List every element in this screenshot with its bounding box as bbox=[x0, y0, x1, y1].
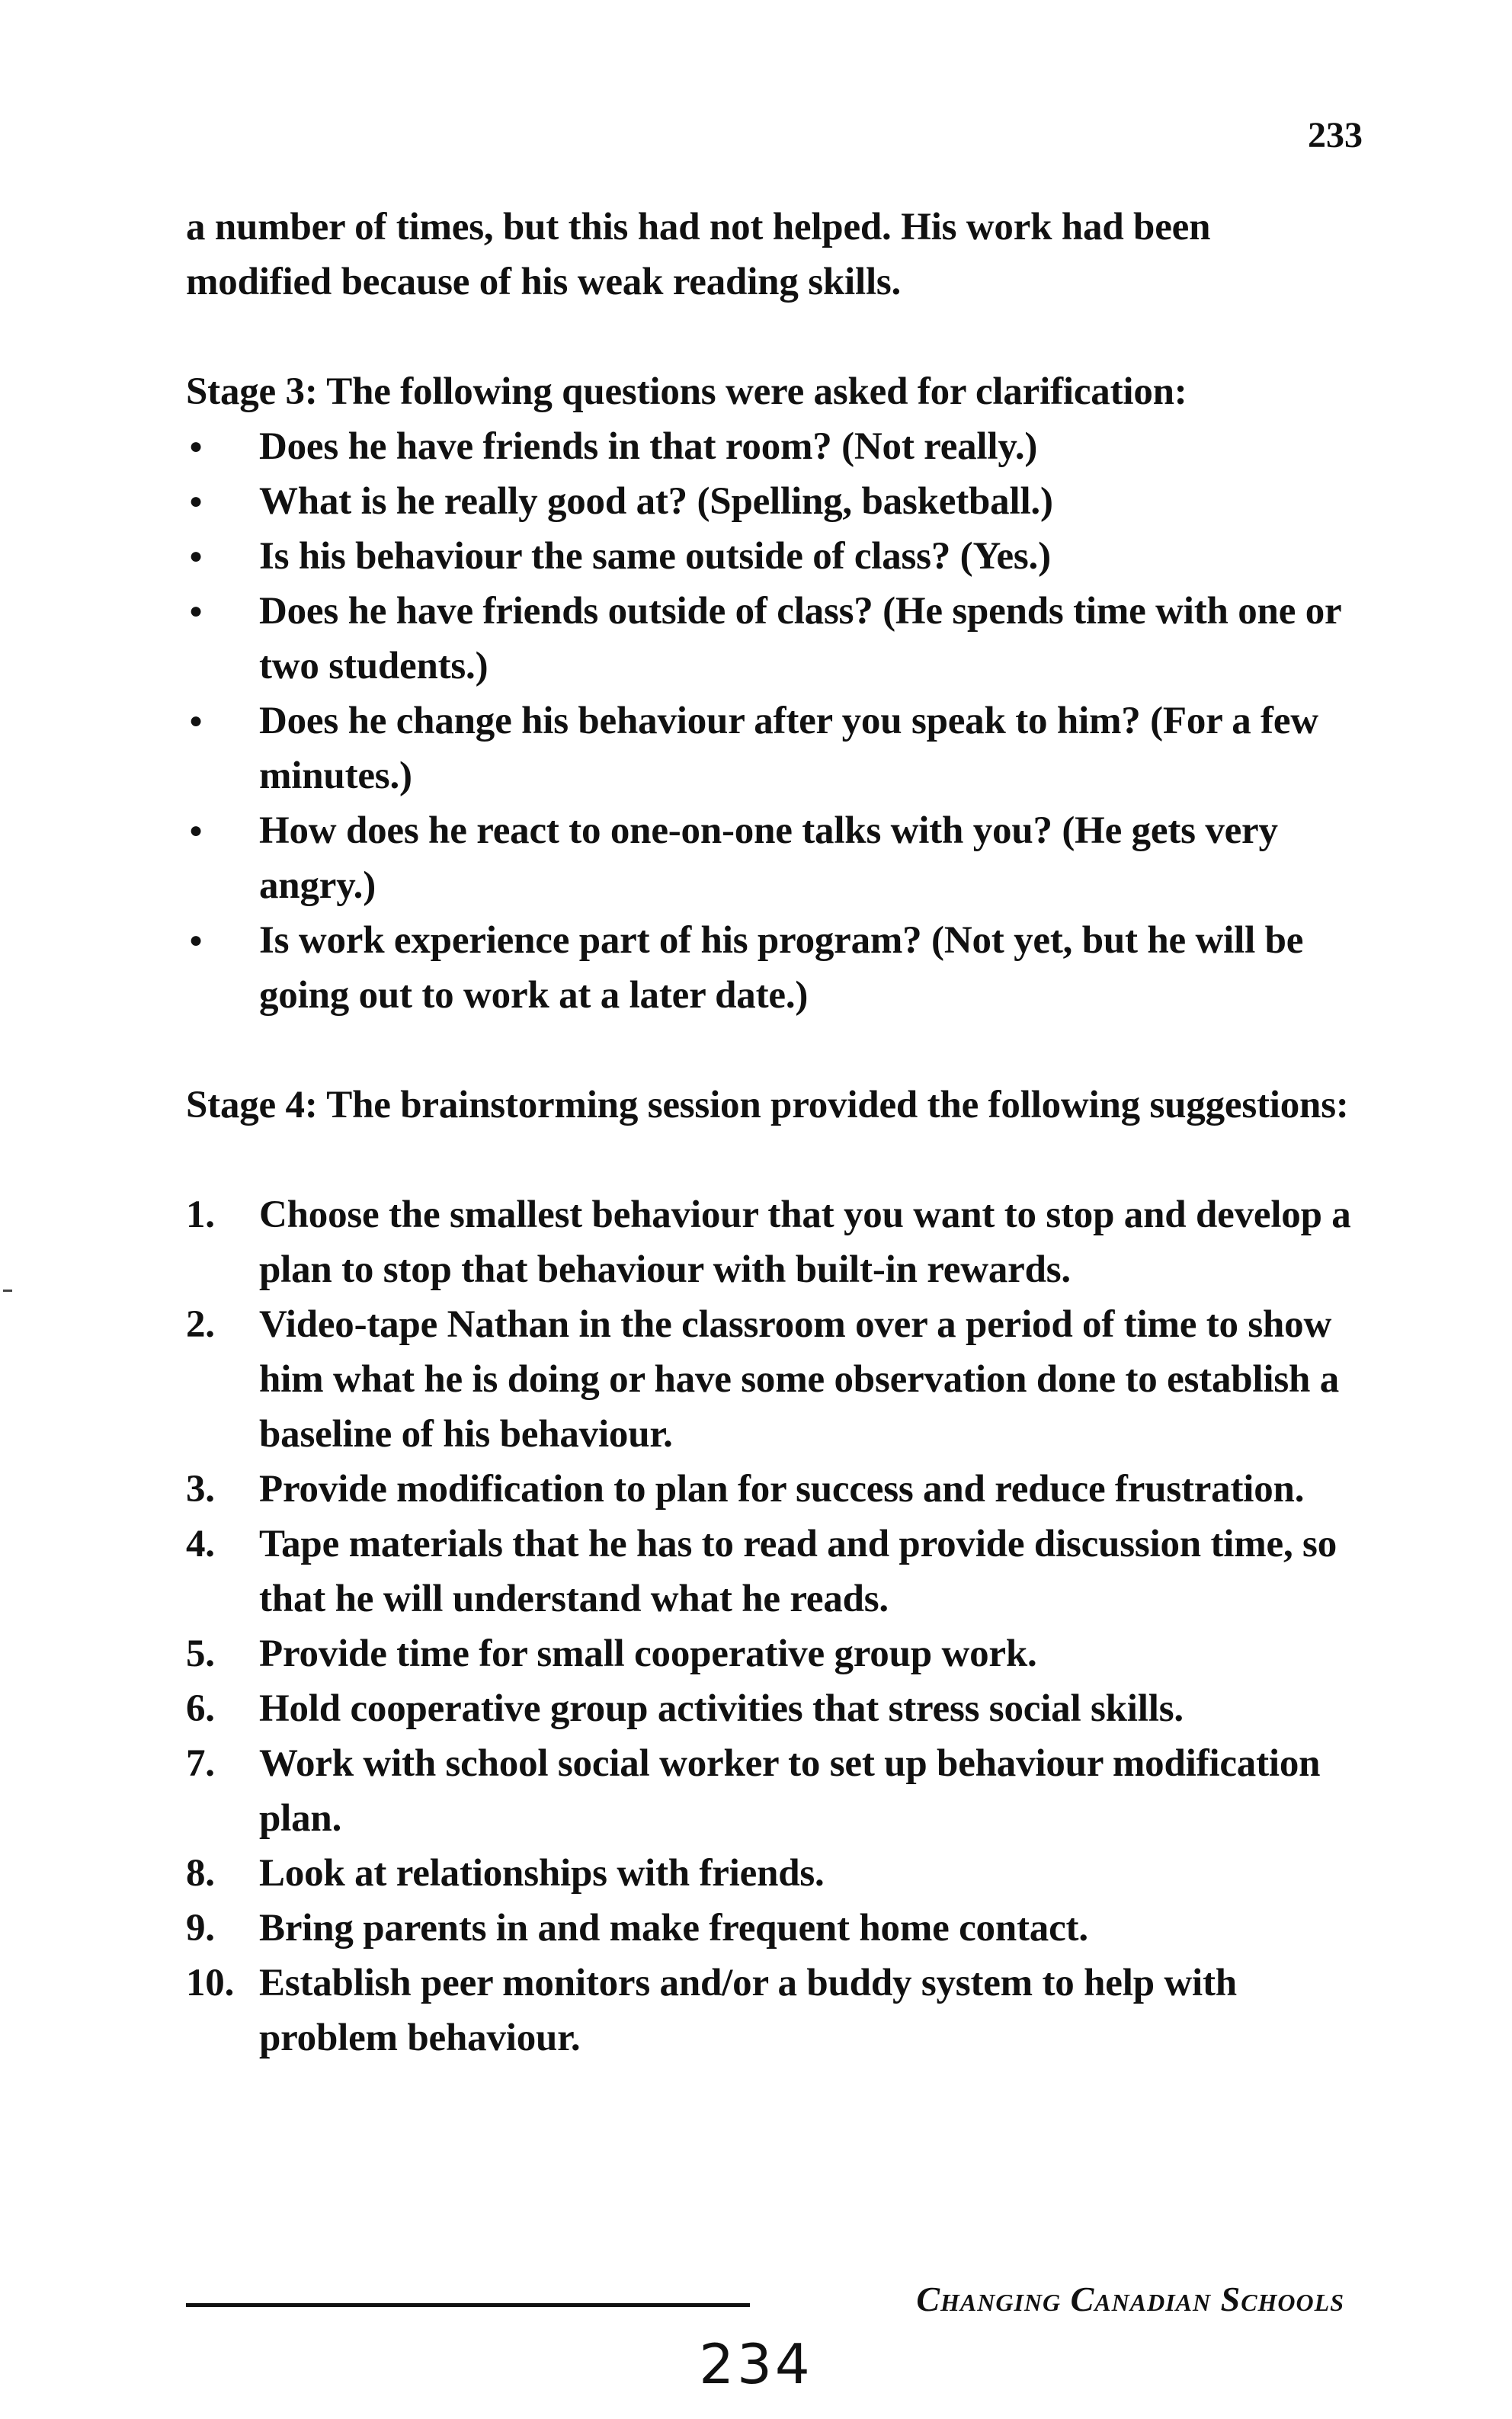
suggestion-item bbox=[186, 1846, 1360, 1901]
footer-rule bbox=[186, 2303, 750, 2307]
bullet-icon: ● bbox=[189, 708, 203, 733]
clarification-questions-list bbox=[186, 419, 1360, 1023]
stage-4-label: Stage 4: bbox=[186, 1084, 318, 1126]
suggestion-number: 1. bbox=[186, 1193, 215, 1236]
suggestion-item bbox=[186, 1517, 1360, 1626]
stage-4-heading bbox=[186, 1078, 1360, 1133]
suggestion-number: 4. bbox=[186, 1523, 215, 1565]
suggestions-list bbox=[186, 1187, 1360, 2065]
suggestion-number: 3. bbox=[186, 1468, 215, 1511]
suggestion-number: 6. bbox=[186, 1687, 215, 1730]
running-page-number: 233 bbox=[1308, 115, 1363, 155]
question-text: Does he change his behaviour after you speak to him? (For a few minutes.) bbox=[259, 700, 1318, 797]
book-title: Changing Canadian Schools bbox=[916, 2280, 1344, 2318]
suggestion-text: Establish peer monitors and/or a buddy system to help with problem behaviour. bbox=[259, 1962, 1237, 2059]
margin-mark bbox=[3, 1290, 12, 1292]
question-item bbox=[186, 694, 1360, 803]
question-item bbox=[186, 803, 1360, 913]
bullet-icon: ● bbox=[189, 543, 203, 569]
suggestion-number: 2. bbox=[186, 1303, 215, 1346]
question-item bbox=[186, 529, 1360, 584]
suggestion-number: 10. bbox=[186, 1962, 235, 2004]
stage-3-heading bbox=[186, 364, 1360, 419]
suggestion-number: 8. bbox=[186, 1852, 215, 1895]
bullet-icon: ● bbox=[189, 489, 203, 514]
page-body bbox=[186, 200, 1360, 2065]
folio-number: 234 bbox=[699, 2332, 813, 2396]
suggestion-item bbox=[186, 1297, 1360, 1462]
suggestion-number: 9. bbox=[186, 1907, 215, 1950]
suggestion-item bbox=[186, 1462, 1360, 1517]
bullet-icon: ● bbox=[189, 818, 203, 843]
suggestion-text: Work with school social worker to set up behaviour modification plan. bbox=[259, 1742, 1321, 1840]
suggestion-number: 5. bbox=[186, 1632, 215, 1675]
suggestion-item bbox=[186, 1901, 1360, 1956]
stage-3-intro: The following questions were asked for clarification: bbox=[326, 370, 1187, 413]
suggestion-text: Hold cooperative group activities that stress social skills. bbox=[259, 1687, 1184, 1730]
suggestion-item bbox=[186, 1681, 1360, 1736]
suggestion-text: Tape materials that he has to read and provide discussion time, so that he will understand what he reads. bbox=[259, 1523, 1337, 1620]
bullet-icon: ● bbox=[189, 928, 203, 953]
question-text: How does he react to one-on-one talks with you? (He gets very angry.) bbox=[259, 809, 1278, 907]
suggestion-item bbox=[186, 1187, 1360, 1297]
suggestion-text: Provide modification to plan for success and reduce frustration. bbox=[259, 1468, 1305, 1511]
suggestion-text: Video-tape Nathan in the classroom over a period of time to show him what he is doing or have some observation done to establish a baseline of his behaviour. bbox=[259, 1303, 1340, 1456]
question-item bbox=[186, 474, 1360, 529]
suggestion-item bbox=[186, 1626, 1360, 1681]
suggestion-item bbox=[186, 1956, 1360, 2065]
suggestion-number: 7. bbox=[186, 1742, 215, 1785]
suggestion-text: Bring parents in and make frequent home contact. bbox=[259, 1907, 1088, 1950]
question-text: Does he have friends in that room? (Not really.) bbox=[259, 425, 1038, 468]
question-item bbox=[186, 913, 1360, 1023]
question-text: What is he really good at? (Spelling, basketball.) bbox=[259, 480, 1053, 523]
bullet-icon: ● bbox=[189, 434, 203, 459]
suggestion-text: Look at relationships with friends. bbox=[259, 1852, 825, 1895]
suggestion-text: Choose the smallest behaviour that you want to stop and develop a plan to stop that behaviour with built-in rewards. bbox=[259, 1193, 1351, 1291]
question-text: Does he have friends outside of class? (He spends time with one or two students.) bbox=[259, 590, 1341, 687]
question-item bbox=[186, 584, 1360, 694]
page-footer bbox=[186, 2279, 1360, 2324]
stage-4-intro: The brainstorming session provided the following suggestions: bbox=[326, 1084, 1349, 1126]
question-item bbox=[186, 419, 1360, 474]
suggestion-text: Provide time for small cooperative group work. bbox=[259, 1632, 1037, 1675]
intro-paragraph: a number of times, but this had not helped. His work had been modified because of his weak reading skills. bbox=[186, 206, 1211, 303]
question-text: Is work experience part of his program? (Not yet, but he will be going out to work at a later date.) bbox=[259, 919, 1304, 1017]
bullet-icon: ● bbox=[189, 598, 203, 623]
suggestion-item bbox=[186, 1736, 1360, 1846]
question-text: Is his behaviour the same outside of class? (Yes.) bbox=[259, 535, 1051, 578]
stage-3-label: Stage 3: bbox=[186, 370, 318, 413]
